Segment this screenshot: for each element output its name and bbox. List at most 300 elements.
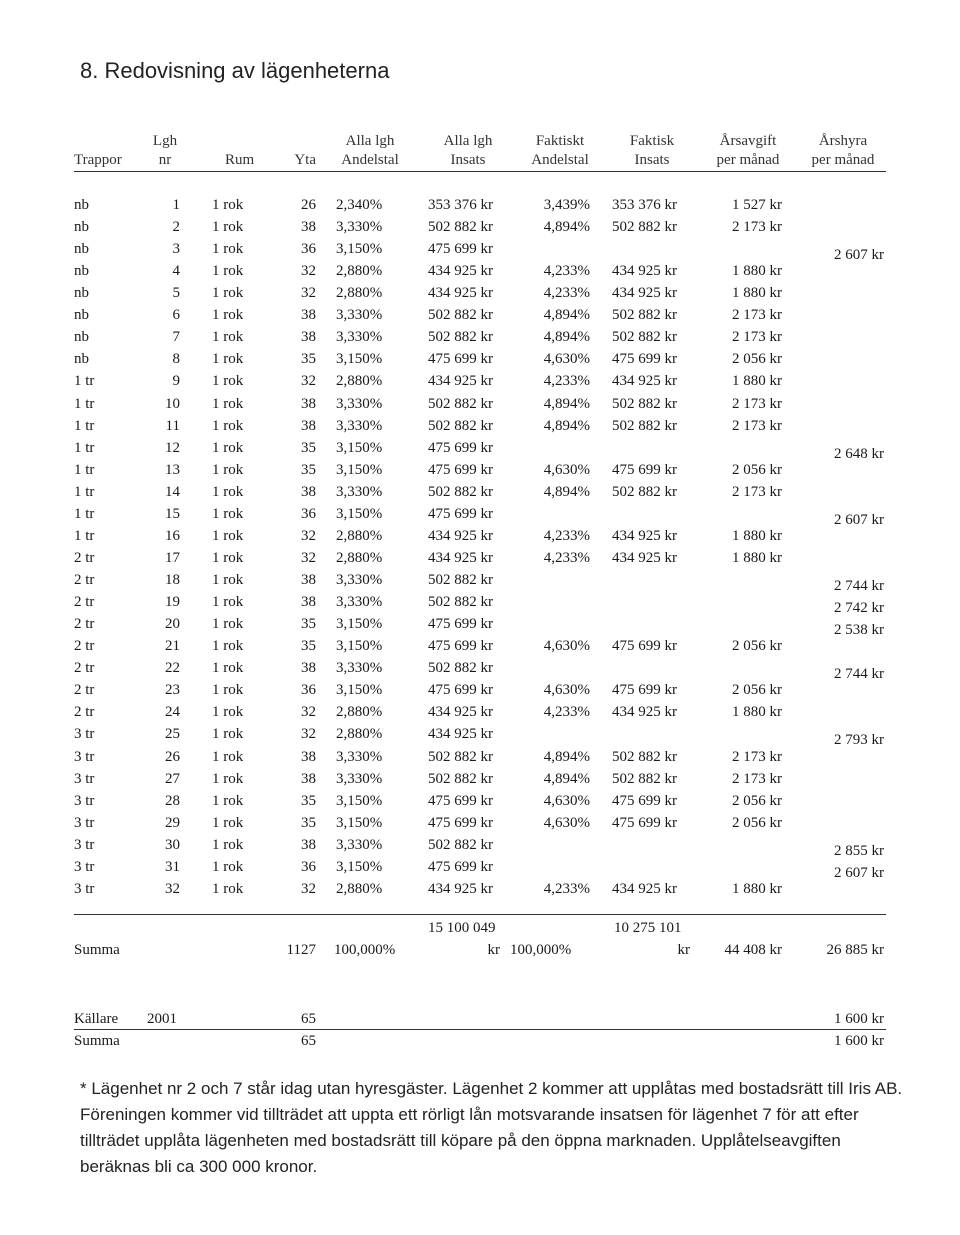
cell-insats: 475 699 kr	[428, 462, 493, 478]
cell-f-andelstal: 4,233%	[543, 550, 590, 566]
cell-nr: 15	[165, 506, 180, 522]
summa-yta: 1127	[286, 942, 316, 958]
cell-f-andelstal: 4,630%	[543, 793, 590, 809]
cell-rum: 1 rok	[212, 440, 244, 456]
header-insats-bottom: Insats	[450, 152, 486, 168]
cell-insats: 475 699 kr	[428, 616, 493, 632]
cell-andelstal: 3,330%	[336, 484, 383, 500]
cell-insats: 502 882 kr	[428, 771, 493, 787]
cell-insats: 434 925 kr	[428, 373, 493, 389]
cell-arshyra: 2 538 kr	[834, 622, 884, 638]
cell-andelstal: 3,150%	[336, 506, 383, 522]
cell-yta: 35	[301, 616, 316, 632]
cell-andelstal: 3,330%	[336, 660, 383, 676]
cell-f-insats: 475 699 kr	[612, 815, 677, 831]
cell-andelstal: 3,330%	[336, 594, 383, 610]
header-underline	[74, 171, 886, 172]
cell-andelstal: 3,330%	[336, 307, 383, 323]
cell-yta: 38	[301, 594, 316, 610]
cell-trappor: 1 tr	[74, 462, 95, 478]
cell-insats: 475 699 kr	[428, 506, 493, 522]
cell-f-insats: 502 882 kr	[612, 219, 677, 235]
cell-yta: 38	[301, 484, 316, 500]
header-andelstal-top: Alla lgh	[345, 133, 395, 149]
cell-insats: 475 699 kr	[428, 638, 493, 654]
kallare-label: Källare	[74, 1011, 119, 1027]
cell-yta: 26	[301, 197, 316, 213]
cell-rum: 1 rok	[212, 329, 244, 345]
cell-yta: 32	[301, 373, 316, 389]
cell-andelstal: 2,880%	[336, 285, 383, 301]
cell-insats: 502 882 kr	[428, 837, 493, 853]
cell-yta: 36	[301, 682, 316, 698]
cell-f-insats: 475 699 kr	[612, 682, 677, 698]
cell-nr: 13	[165, 462, 180, 478]
cell-rum: 1 rok	[212, 638, 244, 654]
cell-f-andelstal: 4,233%	[543, 373, 590, 389]
cell-yta: 35	[301, 638, 316, 654]
cell-f-andelstal: 4,894%	[543, 307, 590, 323]
cell-f-andelstal: 4,233%	[543, 263, 590, 279]
cell-nr: 23	[165, 682, 180, 698]
cell-yta: 38	[301, 749, 316, 765]
cell-rum: 1 rok	[212, 550, 244, 566]
cell-trappor: 1 tr	[74, 484, 95, 500]
cell-trappor: 2 tr	[74, 616, 95, 632]
cell-nr: 19	[165, 594, 180, 610]
cell-insats: 434 925 kr	[428, 285, 493, 301]
cell-f-andelstal: 4,233%	[543, 881, 590, 897]
cell-rum: 1 rok	[212, 859, 244, 875]
cell-andelstal: 3,150%	[336, 815, 383, 831]
cell-yta: 36	[301, 506, 316, 522]
cell-f-insats: 475 699 kr	[612, 638, 677, 654]
cell-trappor: nb	[74, 329, 89, 345]
cell-yta: 35	[301, 440, 316, 456]
cell-trappor: 3 tr	[74, 837, 95, 853]
cell-arsavgift: 2 173 kr	[732, 749, 782, 765]
cell-f-andelstal: 4,630%	[543, 815, 590, 831]
cell-andelstal: 3,330%	[336, 572, 383, 588]
header-yta: Yta	[294, 152, 316, 168]
cell-rum: 1 rok	[212, 704, 244, 720]
cell-arsavgift: 1 880 kr	[732, 528, 782, 544]
cell-trappor: nb	[74, 241, 89, 257]
cell-f-andelstal: 4,894%	[543, 396, 590, 412]
summa2-yta: 65	[301, 1033, 316, 1049]
cell-rum: 1 rok	[212, 241, 244, 257]
cell-trappor: 1 tr	[74, 396, 95, 412]
cell-insats: 475 699 kr	[428, 351, 493, 367]
kallare-year: 2001	[147, 1011, 177, 1027]
cell-yta: 32	[301, 726, 316, 742]
cell-yta: 35	[301, 793, 316, 809]
cell-yta: 32	[301, 881, 316, 897]
cell-yta: 32	[301, 550, 316, 566]
cell-rum: 1 rok	[212, 726, 244, 742]
cell-trappor: 3 tr	[74, 749, 95, 765]
cell-trappor: 1 tr	[74, 506, 95, 522]
cell-arsavgift: 1 880 kr	[732, 373, 782, 389]
cell-arsavgift: 2 173 kr	[732, 307, 782, 323]
cell-nr: 9	[172, 373, 180, 389]
cell-andelstal: 3,150%	[336, 859, 383, 875]
cell-rum: 1 rok	[212, 572, 244, 588]
cell-rum: 1 rok	[212, 771, 244, 787]
cell-arshyra: 2 744 kr	[834, 578, 884, 594]
cell-arsavgift: 1 880 kr	[732, 704, 782, 720]
cell-arsavgift: 1 880 kr	[732, 285, 782, 301]
cell-nr: 20	[165, 616, 180, 632]
cell-insats: 475 699 kr	[428, 241, 493, 257]
cell-insats: 502 882 kr	[428, 418, 493, 434]
cell-f-insats: 434 925 kr	[612, 881, 677, 897]
cell-insats: 502 882 kr	[428, 329, 493, 345]
cell-trappor: 3 tr	[74, 771, 95, 787]
cell-andelstal: 3,330%	[336, 749, 383, 765]
cell-andelstal: 3,150%	[336, 638, 383, 654]
cell-rum: 1 rok	[212, 351, 244, 367]
cell-f-insats: 434 925 kr	[612, 704, 677, 720]
cell-yta: 38	[301, 660, 316, 676]
cell-arsavgift: 2 056 kr	[732, 462, 782, 478]
cell-insats: 434 925 kr	[428, 263, 493, 279]
cell-rum: 1 rok	[212, 307, 244, 323]
header-trappor: Trappor	[74, 152, 122, 168]
cell-yta: 32	[301, 285, 316, 301]
cell-rum: 1 rok	[212, 219, 244, 235]
cell-arsavgift: 2 056 kr	[732, 682, 782, 698]
cell-nr: 25	[165, 726, 180, 742]
header-lgh-bottom: nr	[158, 152, 172, 168]
cell-andelstal: 3,150%	[336, 616, 383, 632]
header-f-insats-top: Faktisk	[629, 133, 675, 149]
header-arsavgift-top: Årsavgift	[719, 133, 777, 149]
header-arsavgift-bottom: per månad	[716, 152, 780, 168]
cell-andelstal: 2,880%	[336, 726, 383, 742]
cell-yta: 35	[301, 351, 316, 367]
summa-f-andelstal: 100,000%	[510, 942, 572, 958]
summa2-arshyra: 1 600 kr	[834, 1033, 884, 1049]
header-lgh-top: Lgh	[152, 133, 178, 149]
cell-arsavgift: 2 173 kr	[732, 329, 782, 345]
cell-trappor: 2 tr	[74, 638, 95, 654]
cell-insats: 434 925 kr	[428, 550, 493, 566]
cell-arshyra: 2 744 kr	[834, 666, 884, 682]
cell-nr: 11	[165, 418, 180, 434]
cell-arsavgift: 2 056 kr	[732, 815, 782, 831]
cell-insats: 502 882 kr	[428, 594, 493, 610]
cell-insats: 475 699 kr	[428, 793, 493, 809]
cell-trappor: 3 tr	[74, 793, 95, 809]
cell-andelstal: 3,150%	[336, 241, 383, 257]
cell-arsavgift: 1 880 kr	[732, 263, 782, 279]
cell-f-andelstal: 4,630%	[543, 682, 590, 698]
cell-nr: 10	[165, 396, 180, 412]
cell-f-andelstal: 3,439%	[543, 197, 590, 213]
cell-rum: 1 rok	[212, 616, 244, 632]
cell-f-andelstal: 4,894%	[543, 219, 590, 235]
cell-rum: 1 rok	[212, 528, 244, 544]
header-rum: Rum	[225, 152, 255, 168]
cell-yta: 36	[301, 241, 316, 257]
cell-andelstal: 3,330%	[336, 219, 383, 235]
cell-rum: 1 rok	[212, 815, 244, 831]
cell-f-insats: 434 925 kr	[612, 550, 677, 566]
cell-f-insats: 502 882 kr	[612, 749, 677, 765]
cell-trappor: 3 tr	[74, 815, 95, 831]
cell-insats: 475 699 kr	[428, 440, 493, 456]
cell-rum: 1 rok	[212, 462, 244, 478]
cell-nr: 7	[172, 329, 180, 345]
cell-andelstal: 2,340%	[336, 197, 383, 213]
cell-f-andelstal: 4,630%	[543, 638, 590, 654]
header-arshyra-top: Årshyra	[818, 133, 868, 149]
cell-rum: 1 rok	[212, 682, 244, 698]
last-row-underline	[74, 914, 886, 915]
cell-trappor: nb	[74, 307, 89, 323]
cell-f-andelstal: 4,894%	[543, 771, 590, 787]
cell-trappor: 2 tr	[74, 550, 95, 566]
cell-andelstal: 3,330%	[336, 396, 383, 412]
cell-arsavgift: 2 173 kr	[732, 219, 782, 235]
cell-nr: 16	[165, 528, 180, 544]
cell-insats: 502 882 kr	[428, 660, 493, 676]
cell-insats: 353 376 kr	[428, 197, 493, 213]
cell-trappor: 2 tr	[74, 704, 95, 720]
summa-insats-bottom: kr	[487, 942, 500, 958]
cell-nr: 27	[165, 771, 180, 787]
cell-f-insats: 502 882 kr	[612, 396, 677, 412]
cell-arshyra: 2 607 kr	[834, 247, 884, 263]
cell-rum: 1 rok	[212, 418, 244, 434]
cell-yta: 38	[301, 837, 316, 853]
cell-andelstal: 3,150%	[336, 793, 383, 809]
header-f-insats-bottom: Insats	[634, 152, 670, 168]
cell-arshyra: 2 742 kr	[834, 600, 884, 616]
header-andelstal-bottom: Andelstal	[341, 152, 399, 168]
cell-trappor: 2 tr	[74, 682, 95, 698]
cell-rum: 1 rok	[212, 749, 244, 765]
cell-andelstal: 2,880%	[336, 263, 383, 279]
cell-nr: 32	[165, 881, 180, 897]
cell-arsavgift: 2 056 kr	[732, 638, 782, 654]
cell-rum: 1 rok	[212, 594, 244, 610]
cell-insats: 475 699 kr	[428, 682, 493, 698]
kallare-yta: 65	[301, 1011, 316, 1027]
cell-arshyra: 2 607 kr	[834, 865, 884, 881]
cell-nr: 5	[172, 285, 180, 301]
cell-trappor: 2 tr	[74, 660, 95, 676]
cell-arshyra: 2 607 kr	[834, 512, 884, 528]
cell-nr: 8	[172, 351, 180, 367]
cell-arshyra: 2 648 kr	[834, 446, 884, 462]
cell-trappor: nb	[74, 197, 89, 213]
cell-nr: 4	[172, 263, 180, 279]
header-insats-top: Alla lgh	[443, 133, 493, 149]
cell-insats: 502 882 kr	[428, 307, 493, 323]
cell-insats: 502 882 kr	[428, 219, 493, 235]
cell-f-andelstal: 4,233%	[543, 528, 590, 544]
cell-f-insats: 475 699 kr	[612, 793, 677, 809]
cell-f-insats: 502 882 kr	[612, 771, 677, 787]
cell-f-insats: 502 882 kr	[612, 484, 677, 500]
cell-rum: 1 rok	[212, 285, 244, 301]
cell-andelstal: 2,880%	[336, 373, 383, 389]
cell-nr: 31	[165, 859, 180, 875]
summa-f-insats-bottom: kr	[677, 942, 690, 958]
cell-insats: 502 882 kr	[428, 396, 493, 412]
cell-f-insats: 434 925 kr	[612, 373, 677, 389]
header-f-andelstal-top: Faktiskt	[535, 133, 585, 149]
cell-andelstal: 3,150%	[336, 351, 383, 367]
cell-yta: 32	[301, 528, 316, 544]
cell-nr: 6	[172, 307, 180, 323]
cell-arsavgift: 2 173 kr	[732, 484, 782, 500]
cell-trappor: nb	[74, 263, 89, 279]
cell-nr: 18	[165, 572, 180, 588]
cell-f-andelstal: 4,894%	[543, 329, 590, 345]
cell-yta: 38	[301, 219, 316, 235]
summa-arshyra: 26 885 kr	[826, 942, 884, 958]
cell-arshyra: 2 855 kr	[834, 843, 884, 859]
cell-nr: 22	[165, 660, 180, 676]
cell-yta: 35	[301, 815, 316, 831]
cell-andelstal: 3,330%	[336, 329, 383, 345]
cell-nr: 14	[165, 484, 180, 500]
cell-f-andelstal: 4,233%	[543, 704, 590, 720]
cell-nr: 12	[165, 440, 180, 456]
cell-nr: 17	[165, 550, 180, 566]
cell-f-insats: 502 882 kr	[612, 307, 677, 323]
cell-f-insats: 502 882 kr	[612, 418, 677, 434]
cell-insats: 475 699 kr	[428, 815, 493, 831]
cell-yta: 38	[301, 418, 316, 434]
cell-f-andelstal: 4,894%	[543, 418, 590, 434]
cell-f-andelstal: 4,233%	[543, 285, 590, 301]
cell-rum: 1 rok	[212, 506, 244, 522]
cell-rum: 1 rok	[212, 484, 244, 500]
cell-trappor: nb	[74, 219, 89, 235]
cell-insats: 434 925 kr	[428, 881, 493, 897]
cell-f-insats: 434 925 kr	[612, 263, 677, 279]
cell-f-insats: 434 925 kr	[612, 285, 677, 301]
page-title: 8. Redovisning av lägenheterna	[80, 58, 390, 83]
cell-trappor: 1 tr	[74, 528, 95, 544]
cell-arsavgift: 2 173 kr	[732, 771, 782, 787]
cell-rum: 1 rok	[212, 881, 244, 897]
cell-andelstal: 2,880%	[336, 704, 383, 720]
cell-f-insats: 475 699 kr	[612, 462, 677, 478]
summa-arsavgift: 44 408 kr	[724, 942, 782, 958]
cell-insats: 434 925 kr	[428, 704, 493, 720]
summa-andelstal: 100,000%	[334, 942, 396, 958]
cell-trappor: 3 tr	[74, 859, 95, 875]
cell-andelstal: 3,330%	[336, 837, 383, 853]
cell-trappor: 2 tr	[74, 594, 95, 610]
summa-insats-top: 15 100 049	[428, 920, 496, 936]
cell-yta: 35	[301, 462, 316, 478]
cell-insats: 502 882 kr	[428, 749, 493, 765]
cell-andelstal: 2,880%	[336, 881, 383, 897]
cell-nr: 29	[165, 815, 180, 831]
cell-insats: 502 882 kr	[428, 484, 493, 500]
cell-yta: 32	[301, 704, 316, 720]
cell-insats: 475 699 kr	[428, 859, 493, 875]
summa-f-insats-top: 10 275 101	[614, 920, 682, 936]
cell-rum: 1 rok	[212, 793, 244, 809]
kallare-arshyra: 1 600 kr	[834, 1011, 884, 1027]
cell-nr: 21	[165, 638, 180, 654]
cell-insats: 434 925 kr	[428, 528, 493, 544]
summa2-label: Summa	[74, 1033, 120, 1049]
cell-f-insats: 475 699 kr	[612, 351, 677, 367]
cell-nr: 26	[165, 749, 180, 765]
cell-arsavgift: 1 880 kr	[732, 550, 782, 566]
cell-rum: 1 rok	[212, 396, 244, 412]
cell-arsavgift: 2 056 kr	[732, 793, 782, 809]
cell-andelstal: 3,330%	[336, 418, 383, 434]
cell-f-andelstal: 4,630%	[543, 462, 590, 478]
cell-trappor: 1 tr	[74, 418, 95, 434]
cell-arshyra: 2 793 kr	[834, 732, 884, 748]
header-f-andelstal-bottom: Andelstal	[531, 152, 589, 168]
cell-andelstal: 3,150%	[336, 440, 383, 456]
cell-yta: 38	[301, 771, 316, 787]
cell-nr: 30	[165, 837, 180, 853]
cell-f-insats: 502 882 kr	[612, 329, 677, 345]
cell-yta: 38	[301, 329, 316, 345]
cell-insats: 502 882 kr	[428, 572, 493, 588]
cell-yta: 32	[301, 263, 316, 279]
cell-nr: 2	[172, 219, 180, 235]
kallare-underline	[74, 1029, 886, 1030]
cell-trappor: 1 tr	[74, 440, 95, 456]
footnote: * Lägenhet nr 2 och 7 står idag utan hyresgäster. Lägenhet 2 kommer att upplåtas med bostadsrätt till Iris AB. Föreningen kommer vid tillträdet att uppta ett rörligt lån motsvarande insatsen för lägenhet 7 för att efter tillträdet upplåta lägenheten med bostadsrätt till köpare på den öppna marknaden. Upplåtelseavgiften beräknas bli ca 300 000 kronor.	[80, 1079, 903, 1176]
cell-rum: 1 rok	[212, 373, 244, 389]
cell-andelstal: 3,150%	[336, 682, 383, 698]
cell-andelstal: 3,150%	[336, 462, 383, 478]
cell-nr: 24	[165, 704, 180, 720]
cell-f-andelstal: 4,894%	[543, 749, 590, 765]
cell-andelstal: 2,880%	[336, 550, 383, 566]
cell-trappor: nb	[74, 351, 89, 367]
cell-f-andelstal: 4,630%	[543, 351, 590, 367]
cell-rum: 1 rok	[212, 837, 244, 853]
cell-rum: 1 rok	[212, 263, 244, 279]
cell-trappor: 2 tr	[74, 572, 95, 588]
cell-insats: 434 925 kr	[428, 726, 493, 742]
cell-yta: 38	[301, 572, 316, 588]
cell-trappor: 3 tr	[74, 881, 95, 897]
cell-arsavgift: 2 056 kr	[732, 351, 782, 367]
cell-andelstal: 2,880%	[336, 528, 383, 544]
cell-nr: 28	[165, 793, 180, 809]
cell-rum: 1 rok	[212, 660, 244, 676]
cell-andelstal: 3,330%	[336, 771, 383, 787]
cell-trappor: 1 tr	[74, 373, 95, 389]
cell-rum: 1 rok	[212, 197, 244, 213]
summa-label: Summa	[74, 942, 120, 958]
cell-f-insats: 434 925 kr	[612, 528, 677, 544]
cell-arsavgift: 1 527 kr	[732, 197, 782, 213]
cell-nr: 3	[172, 241, 180, 257]
cell-trappor: 3 tr	[74, 726, 95, 742]
cell-trappor: nb	[74, 285, 89, 301]
cell-yta: 38	[301, 307, 316, 323]
cell-nr: 1	[172, 197, 180, 213]
cell-yta: 38	[301, 396, 316, 412]
